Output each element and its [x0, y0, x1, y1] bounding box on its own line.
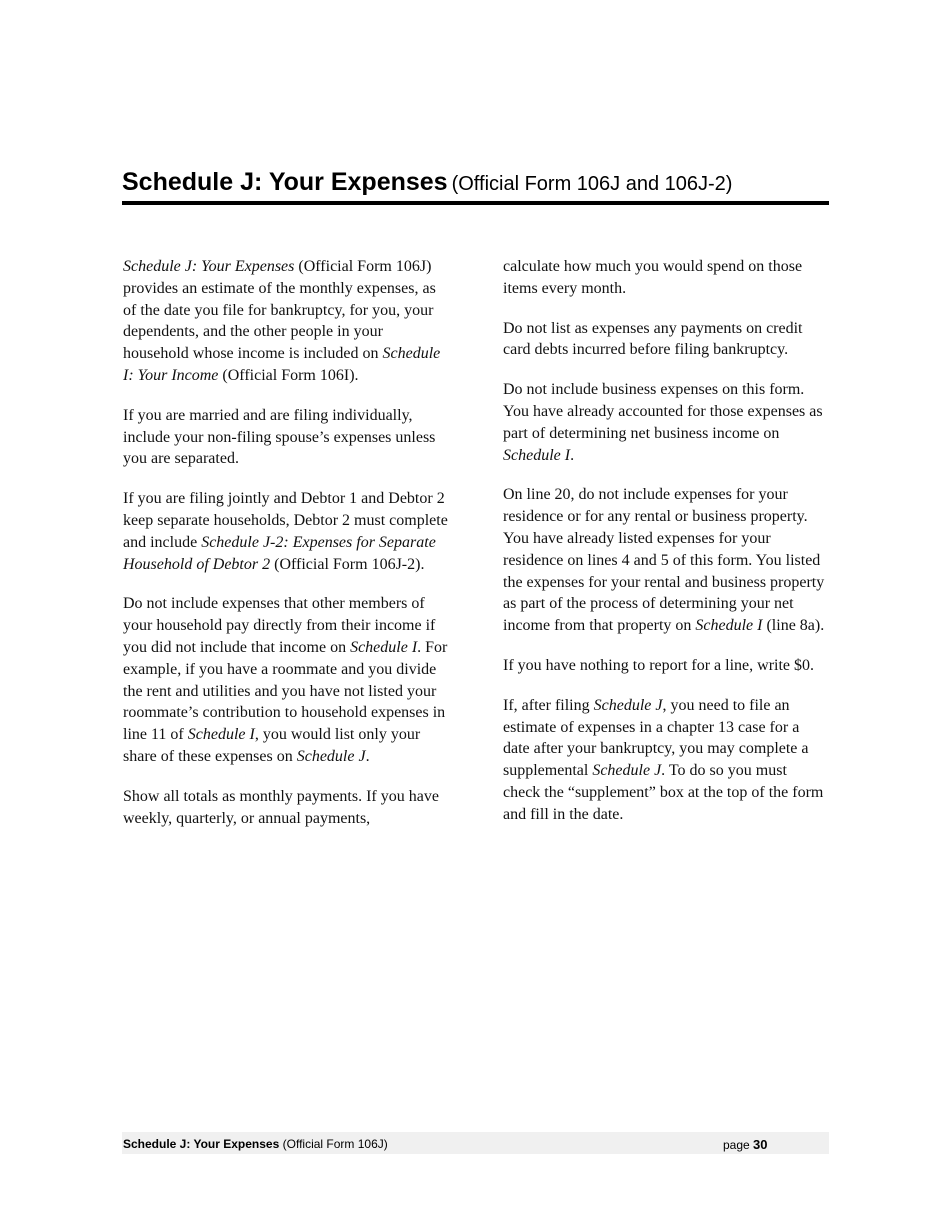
paragraph	[503, 484, 828, 637]
paragraph: If you are married and are filing individually, include your non-filing spouse’s expenses unless you are separated.	[123, 406, 436, 468]
paragraph	[503, 379, 828, 466]
text-span: On line 20, do not include expenses for your residence or for any rental or business property. You have already listed expenses for your residence on lines 4 and 5 of this form. You listed the expenses for your rental and business property as part of the process of determining your net income from that property on	[503, 486, 825, 635]
page-title	[122, 168, 829, 205]
text-span: (line 8a).	[762, 617, 825, 635]
footer-title	[123, 1137, 388, 1151]
text-span: (Official Form 106J) provides an estimate of the monthly expenses, as of the date you file for bankruptcy, for you, your dependents, and the other people in your household whose income is included on	[123, 258, 436, 363]
left-column	[123, 256, 450, 847]
doc-reference: Schedule J-2: Expenses for Separate Household of Debtor 2	[123, 533, 436, 573]
text-span: If, after filing	[503, 696, 594, 714]
doc-reference: Schedule I	[187, 726, 255, 744]
paragraph: calculate how much you would spend on those items every month.	[503, 258, 803, 297]
doc-reference: Schedule I: Your Income	[123, 345, 441, 384]
text-span: . To do so you must check the “supplement” box at the top of the form and fill in the date.	[503, 762, 824, 823]
doc-reference: Schedule J	[592, 762, 662, 780]
page-footer	[122, 1132, 829, 1154]
paragraph	[123, 256, 450, 387]
paragraph	[123, 488, 450, 575]
paragraph	[503, 695, 828, 826]
paragraph: If you have nothing to report for a line, write $0.	[503, 656, 815, 674]
text-span: Do not include business expenses on this form. You have already accounted for those expenses as part of determining net business income on	[503, 381, 823, 442]
text-span: . For example, if you have a roommate and you divide the rent and utilities and you have not listed your roommate’s contribution to household expenses in line 11 of	[123, 638, 448, 744]
doc-reference: Schedule I	[503, 446, 571, 464]
paragraph: Show all totals as monthly payments. If you have weekly, quarterly, or annual payments,	[123, 787, 439, 827]
doc-reference: Schedule J	[296, 747, 366, 765]
page-label: page	[723, 1138, 754, 1152]
page-number	[723, 1137, 768, 1152]
text-span: , you need to file an estimate of expenses in a chapter 13 case for a date after your bankruptcy, you may complete a supplemental	[503, 696, 809, 780]
footer-title-bold: Schedule J: Your Expenses	[123, 1137, 280, 1151]
text-span: (Official Form 106J-2).	[270, 555, 425, 573]
paragraph	[123, 593, 450, 767]
text-span: Do not include expenses that other members of your household pay directly from their income if you did not include that income on	[123, 595, 436, 656]
text-span: , you would list only your share of these expenses on	[123, 726, 421, 765]
doc-reference: Schedule I	[695, 617, 763, 635]
doc-reference: Schedule J	[593, 696, 663, 714]
text-span: .	[570, 446, 575, 464]
title-main: Schedule J: Your Expenses	[122, 168, 448, 196]
text-span: .	[365, 747, 370, 765]
text-span: (Official Form 106I).	[218, 366, 359, 384]
text-span: If you are filing jointly and Debtor 1 and Debtor 2 keep separate households, Debtor 2 must complete and include	[123, 490, 448, 551]
title-subtitle: (Official Form 106J and 106J-2)	[451, 173, 733, 195]
doc-reference: Schedule J: Your Expenses	[123, 258, 295, 275]
right-column	[503, 256, 828, 844]
footer-title-rest: (Official Form 106J)	[279, 1137, 388, 1151]
paragraph: Do not list as expenses any payments on credit card debts incurred before filing bankruptcy.	[503, 319, 803, 359]
page-number-value: 30	[753, 1137, 768, 1152]
doc-reference: Schedule I	[350, 638, 418, 656]
